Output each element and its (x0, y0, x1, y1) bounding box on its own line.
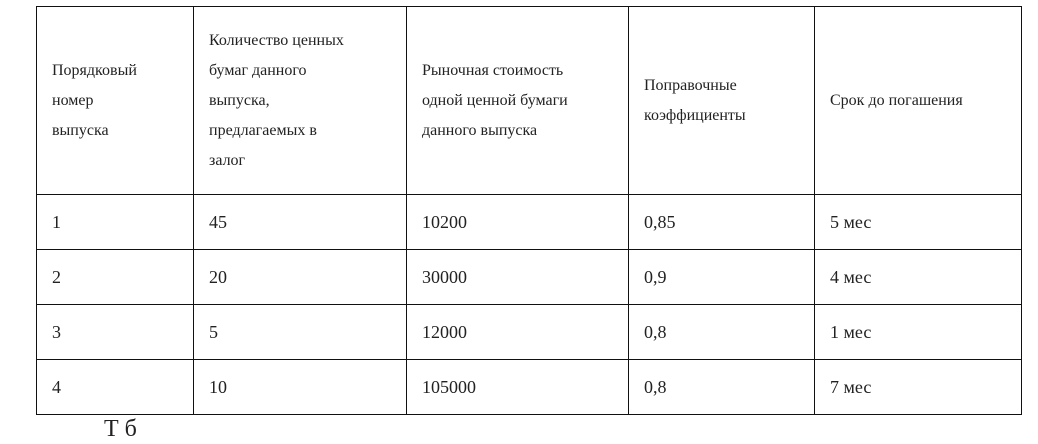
table-row (37, 195, 1022, 250)
truncated-paragraph-text: Т б (104, 416, 137, 442)
cell-issue-number: 2 (37, 250, 194, 305)
cell-term: 4 мес (815, 250, 1022, 305)
header-correction-coefficients: Поправочные коэффициенты (629, 7, 815, 195)
cell-coefficient: 0,8 (629, 305, 815, 360)
cell-market-value: 30000 (407, 250, 629, 305)
cell-issue-number: 3 (37, 305, 194, 360)
cell-quantity: 45 (194, 195, 407, 250)
cell-quantity: 20 (194, 250, 407, 305)
cell-issue-number: 1 (37, 195, 194, 250)
cell-issue-number: 4 (37, 360, 194, 415)
header-issue-number: Порядковый номер выпуска (37, 7, 194, 195)
table-row (37, 250, 1022, 305)
cell-term: 7 мес (815, 360, 1022, 415)
table-header-row (37, 7, 1022, 195)
cell-quantity: 10 (194, 360, 407, 415)
securities-table (36, 6, 1022, 415)
header-quantity: Количество ценных бумаг данного выпуска, предлагаемых в залог (194, 7, 407, 195)
table-row (37, 360, 1022, 415)
header-market-value: Рыночная стоимость одной ценной бумаги данного выпуска (407, 7, 629, 195)
cell-market-value: 10200 (407, 195, 629, 250)
cell-coefficient: 0,9 (629, 250, 815, 305)
cell-term: 1 мес (815, 305, 1022, 360)
cell-term: 5 мес (815, 195, 1022, 250)
cell-market-value: 105000 (407, 360, 629, 415)
cell-market-value: 12000 (407, 305, 629, 360)
cell-coefficient: 0,8 (629, 360, 815, 415)
cell-quantity: 5 (194, 305, 407, 360)
cell-coefficient: 0,85 (629, 195, 815, 250)
header-term-to-maturity: Срок до погашения (815, 7, 1022, 195)
table-row (37, 305, 1022, 360)
